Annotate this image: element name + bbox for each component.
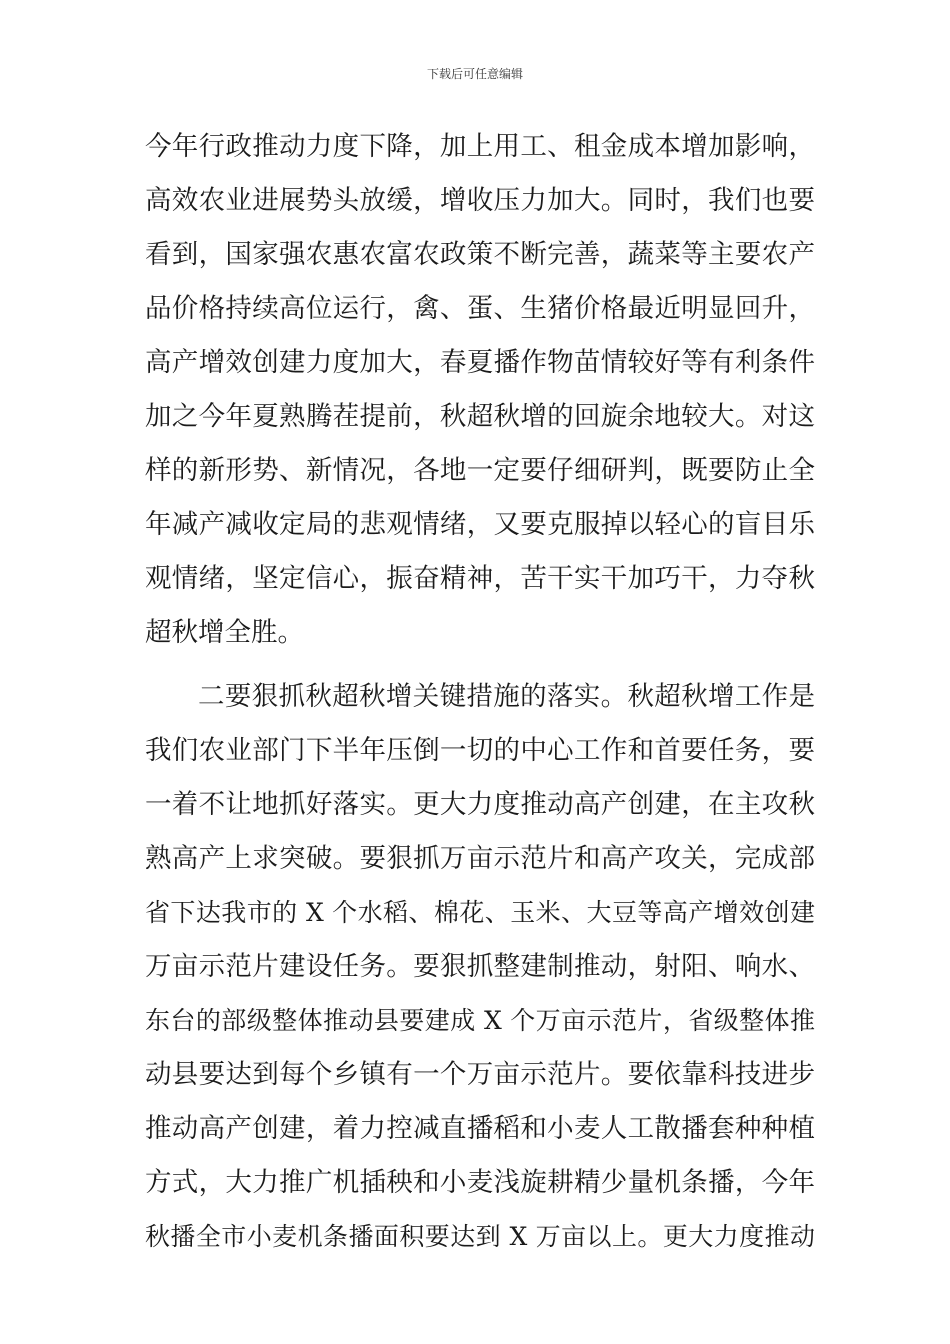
text-line: 高产增效创建力度加大，春夏播作物苗情较好等有利条件 xyxy=(145,347,815,378)
text-line: 样的新形势、新情况，各地一定要仔细研判，既要防止全 xyxy=(145,455,815,486)
text-line: 一着不让地抓好落实。更大力度推动高产创建，在主攻秋 xyxy=(145,789,815,820)
text-line: 今年行政推动力度下降，加上用工、租金成本增加影响， xyxy=(145,131,815,162)
text-line: 熟高产上求突破。要狠抓万亩示范片和高产攻关，完成部 xyxy=(145,843,815,874)
text-line: 二要狠抓秋超秋增关键措施的落实。秋超秋增工作是 xyxy=(198,681,815,712)
text-line: 看到，国家强农惠农富农政策不断完善，蔬菜等主要农产 xyxy=(145,239,815,270)
page-header: 下载后可任意编辑 xyxy=(426,67,523,81)
text-line: 观情绪，坚定信心，振奋精神，苦干实干加巧干，力夺秋 xyxy=(145,563,815,594)
text-line: 品价格持续高位运行，禽、蛋、生猪价格最近明显回升， xyxy=(145,293,815,324)
text-line: 我们农业部门下半年压倒一切的中心工作和首要任务，要 xyxy=(145,735,815,766)
text-line: 万亩示范片建设任务。要狠抓整建制推动，射阳、响水、 xyxy=(145,951,815,982)
text-line: 东台的部级整体推动县要建成 X 个万亩示范片，省级整体推 xyxy=(145,1006,815,1035)
text-line: 高效农业进展势头放缓，增收压力加大。同时，我们也要 xyxy=(145,185,815,216)
text-line: 方式，大力推广机插秧和小麦浅旋耕精少量机条播，今年 xyxy=(145,1167,815,1198)
text-line: 秋播全市小麦机条播面积要达到 X 万亩以上。更大力度推动 xyxy=(145,1222,815,1251)
text-line: 加之今年夏熟腾茬提前，秋超秋增的回旋余地较大。对这 xyxy=(145,401,815,432)
text-line: 省下达我市的 X 个水稻、棉花、玉米、大豆等高产增效创建 xyxy=(145,898,815,927)
text-line: 推动高产创建，着力控减直播稻和小麦人工散播套种种植 xyxy=(145,1113,815,1144)
text-line: 动县要达到每个乡镇有一个万亩示范片。要依靠科技进步 xyxy=(145,1059,815,1090)
text-line: 超秋增全胜。 xyxy=(145,617,304,648)
text-line: 年减产减收定局的悲观情绪，又要克服掉以轻心的盲目乐 xyxy=(145,509,815,540)
